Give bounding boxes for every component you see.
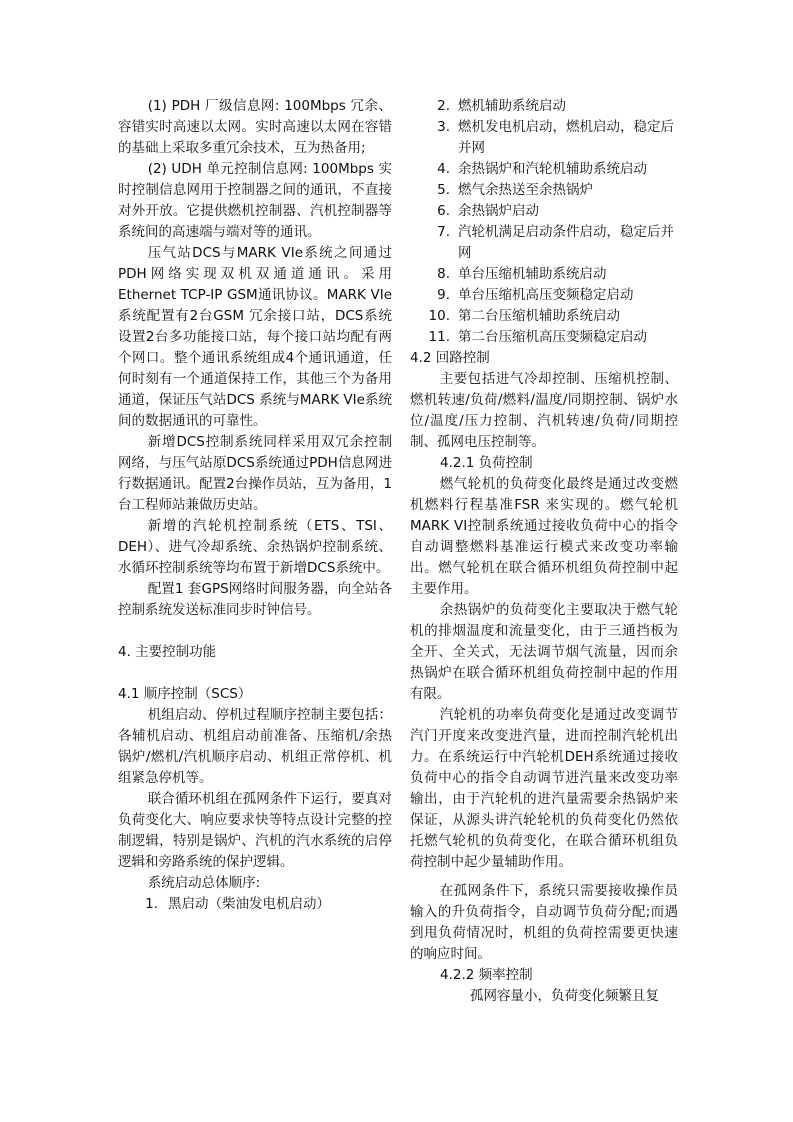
list-item	[410, 264, 678, 285]
list-number: 8.	[437, 266, 450, 282]
list-number: 2.	[437, 98, 450, 114]
list-text: 第二台压缩机高压变频稳定启动	[458, 329, 647, 345]
list-text: 单台压缩机辅助系统启动	[458, 266, 607, 282]
list-text: 燃机发电机启动，燃机启动，稳定后并网	[458, 119, 674, 156]
list-item	[410, 159, 678, 180]
list-number: 9.	[437, 287, 450, 303]
paragraph-isolated-grid-load: 在孤网条件下，系统只需要接收操作员输入的升负荷指令，自动调节负荷分配;而遇到甩负荷情况时，机组的负荷控需要更快速的响应时间。	[410, 883, 678, 962]
list-number: 7.	[437, 224, 450, 240]
list-item	[118, 894, 392, 915]
paragraph-udh: (2) UDH 单元控制信息网: 100Mbps 实时控制信息网用于控制器之间的通讯，不直接对外开放。它提供燃机控制器、汽机控制器等系统间的高速端与端对等的通讯。	[118, 161, 392, 240]
spacer	[118, 621, 392, 642]
list-item	[410, 327, 678, 348]
list-number: 10.	[428, 308, 450, 324]
section-heading-4-1: 4.1 顺序控制（SCS）	[118, 686, 252, 702]
section-heading-4-2: 4.2 回路控制	[410, 350, 490, 366]
list-number: 1.	[145, 896, 158, 912]
paragraph-hrsg-load: 余热锅炉的负荷变化主要取决于燃气轮机的排烟温度和流量变化，由于三通挡板为全开、全关式，无法调节烟气流量，因而余热锅炉在联合循环机组负荷控制中起的作用有限。	[410, 602, 678, 702]
list-text: 单台压缩机高压变频稳定启动	[458, 287, 634, 303]
section-heading-4: 4. 主要控制功能	[118, 644, 217, 660]
list-number: 5.	[437, 182, 450, 198]
paragraph-new-dcs: 新增DCS控制系统同样采用双冗余控制网络，与压气站原DCS系统通过PDH信息网进行数据通讯。配置2台操作员站，互为备用，1台工程师站兼做历史站。	[118, 434, 392, 513]
list-text: 汽轮机满足启动条件启动，稳定后并网	[458, 224, 674, 261]
list-number: 6.	[437, 203, 450, 219]
list-text: 余热锅炉启动	[458, 203, 539, 219]
list-text: 燃机辅助系统启动	[458, 98, 566, 114]
paragraph-pdh: (1) PDH 厂级信息网: 100Mbps 冗余、容错实时高速以太网。实时高速以太网在容错的基础上采取多重冗余技术，互为热备用;	[118, 98, 392, 156]
list-item	[410, 117, 678, 159]
paragraph-isolated-grid: 联合循环机组在孤网条件下运行，要真对负荷变化大、响应要求快等特点设计完整的控制逻辑，特别是锅炉、汽机的汽水系统的启停逻辑和旁路系统的保护逻辑。	[118, 791, 392, 870]
list-text: 余热锅炉和汽轮机辅助系统启动	[458, 161, 647, 177]
right-column	[410, 96, 678, 1007]
spacer	[410, 873, 678, 881]
paragraph-dcs-mark: 压气站DCS与MARK VIe系统之间通过PDH网络实现双机双通道通讯。采用Ethernet TCP-IP GSM通讯协议。MARK VIe系统配置有2台GSM 冗余接口站，DCS系统设置2台多功能接口站，每个接口站均配有两个网口。整个通讯系统组成4个通讯通道，任何时刻有一个通道保持工作，其他三个为备用通道，保证压气站DCS 系统与MARK VIe系统间的数据通讯的可靠性。	[118, 245, 392, 429]
spacer	[118, 663, 392, 684]
list-number: 4.	[437, 161, 450, 177]
list-text: 第二台压缩机辅助系统启动	[458, 308, 620, 324]
paragraph-startup-order: 系统启动总体顺序:	[147, 875, 261, 891]
paragraph-loop-control: 主要包括进气冷却控制、压缩机控制、燃机转速/负荷/燃料/温度/同期控制、锅炉水位/温度/压力控制、汽机转速/负荷/同期控制、孤网电压控制等。	[410, 371, 678, 450]
list-number: 11.	[428, 329, 450, 345]
paragraph-sequence-control: 机组启动、停机过程顺序控制主要包括：各辅机启动、机组启动前准备、压缩机/余热锅炉/燃机/汽机顺序启动、机组正常停机、机组紧急停机等。	[118, 707, 392, 786]
list-item	[410, 180, 678, 201]
list-text: 燃气余热送至余热锅炉	[458, 182, 593, 198]
list-item	[410, 201, 678, 222]
paragraph-gps: 配置1 套GPS网络时间服务器，向全站各控制系统发送标准同步时钟信号。	[118, 581, 392, 618]
startup-list-right	[410, 96, 678, 348]
list-item	[410, 96, 678, 117]
list-item	[410, 222, 678, 264]
paragraph-frequency-control: 孤网容量小，负荷变化频繁且复	[470, 988, 659, 1004]
paragraph-turbine-control: 新增的汽轮机控制系统（ETS、TSI、DEH）、进气冷却系统、余热锅炉控制系统、水循环控制系统等均布置于新增DCS系统中。	[118, 518, 392, 576]
left-column	[118, 96, 392, 915]
paragraph-steam-turbine-load: 汽轮机的功率负荷变化是通过改变调节汽门开度来改变进汽量，进而控制汽轮机出力。在系统运行中汽轮机DEH系统通过接收负荷中心的指令自动调节进汽量来改变功率输出，由于汽轮机的进汽量需要余热锅炉来保证，从源头讲汽轮轮机的负荷变化仍然依托燃气轮机的负荷变化，在联合循环机组负荷控制中起少量辅助作用。	[410, 707, 678, 870]
list-item	[410, 306, 678, 327]
list-item	[410, 285, 678, 306]
section-heading-4-2-2: 4.2.2 频率控制	[440, 967, 533, 983]
section-heading-4-2-1: 4.2.1 负荷控制	[440, 455, 533, 471]
list-text: 黑启动（柴油发电机启动）	[168, 896, 330, 912]
paragraph-gas-turbine-load: 燃气轮机的负荷变化最终是通过改变燃机燃料行程基准FSR 来实现的。燃气轮机 MARK VI控制系统通过接收负荷中心的指令自动调整燃料基准运行模式来改变功率输出。燃气轮机在联合循环机组负荷控制中起主要作用。	[410, 476, 678, 597]
startup-list-left	[118, 894, 392, 915]
list-number: 3.	[437, 119, 450, 135]
